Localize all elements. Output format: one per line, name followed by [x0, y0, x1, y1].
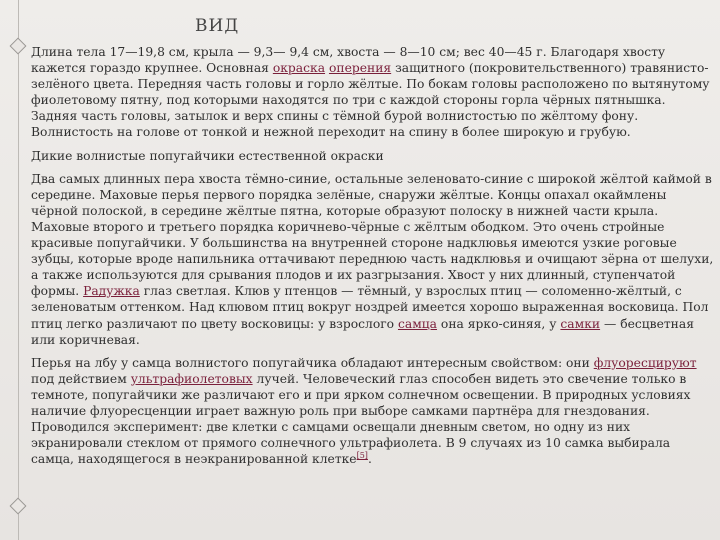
- text: Длина тела 17—19,8 см, крыла — 9,3— 9,4 см, хвоста — 8—10 см; вес 40—45 г. Благодаря хвосту кажется гораздо крупнее. Основная: [31, 45, 666, 76]
- slide-content: [31, 44, 715, 474]
- link-fluorescence[interactable]: флуоресцируют: [593, 355, 697, 370]
- link-opereniya[interactable]: оперения: [328, 61, 392, 76]
- text: лучей. Человеческий глаз способен видеть это свечение только в темноте, попугайчики же различают его и при ярком солнечном освещении. В природных условиях наличие флуоресценции играет важную роль при выборе самками партнёра для гнездования. Проводился эксперимент: две клетки с самцами освещали дневным светом, но одну из них экранировали стеклом от прямого солнечного ультрафиолета. В 9 случаях из 10 самка выбирала самца, находящегося в неэкранированной клетке: [31, 371, 691, 467]
- link-okraska[interactable]: окраска: [272, 61, 326, 76]
- text: .: [367, 452, 372, 467]
- image-caption: Дикие волнистые попугайчики естественной окраски: [31, 148, 384, 163]
- text: под действием: [31, 371, 131, 386]
- paragraph-plumage: [31, 171, 715, 348]
- decorative-diamond-top: [10, 38, 27, 55]
- link-raduzhka[interactable]: Радужка: [83, 284, 140, 299]
- paragraph-description: [31, 44, 715, 141]
- text: защитного (покровительственного) травянисто-зелёного цвета. Передняя часть головы и горло жёлтые. По бокам головы расположено по вытянутому фиолетовому пятну, под которыми находятся по три с каждой стороны горла чёрных пятнышка. Задняя часть головы, затылок и верх спины с тёмной бурой волнистостью по жёлтому фону. Волнистость на голове от тонкой и нежной переходит на спину в более широкую и грубую.: [31, 61, 710, 140]
- text: глаз светлая. Клюв у птенцов — тёмный, у взрослых птиц — соломенно-жёлтый, с зеленоватым оттенком. Над клювом птиц вокруг ноздрей имеется хорошо выраженная восковица. Пол птиц легко различают по цвету восковицы: у взрослого: [31, 284, 709, 331]
- text: Два самых длинных пера хвоста тёмно-синие, остальные зеленовато-синие с широкой жёлтой каймой в середине. Маховые перья первого порядка зелёные, снаружи жёлтые. Концы опахал окаймлены чёрной полоской, в середине жёлтые пятна, которые образуют полоску в нижней части крыла. Маховые второго и третьего порядка коричнево-чёрные с жёлтым ободком. Это очень стройные красивые попугайчики. У большинства на внутренней стороне надклювья имеются узкие роговые зубцы, которые вроде напильника оттачивают переднюю часть надклювья и очищают зёрна от шелухи, а также используются для срывания плодов и их разгрызания. Хвост у них длинный, ступенчатой формы.: [31, 171, 714, 299]
- text: — бесцветная или коричневая.: [31, 316, 694, 347]
- link-ultraviolet[interactable]: ультрафиолетовых: [130, 371, 253, 386]
- slide-title: ВИД: [195, 16, 240, 36]
- decorative-diamond-bottom: [10, 498, 27, 515]
- link-samki[interactable]: самки: [560, 316, 601, 331]
- text: она ярко-синяя, у: [437, 316, 561, 331]
- link-samca[interactable]: самца: [397, 316, 438, 331]
- paragraph-fluorescence: [31, 355, 715, 468]
- text: Перья на лбу у самца волнистого попугайчика обладают интересным свойством: они: [31, 355, 594, 370]
- decorative-vertical-line: [18, 0, 19, 540]
- reference-link[interactable]: [5]: [356, 451, 368, 461]
